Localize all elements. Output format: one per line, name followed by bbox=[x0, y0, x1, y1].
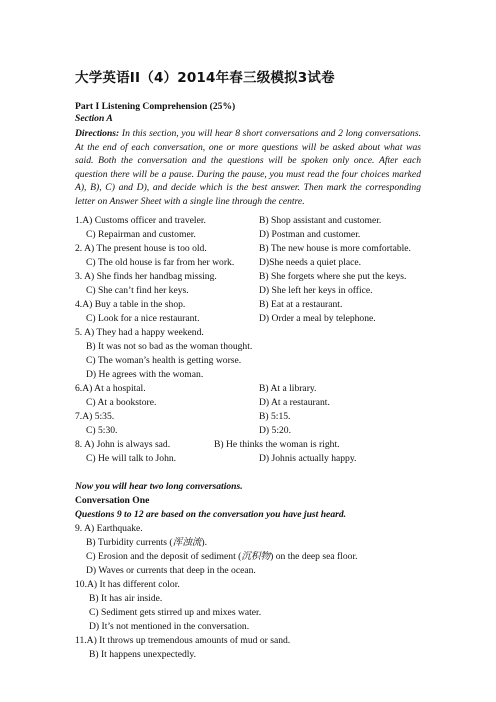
q3-option-b: B) She forgets where she put the keys. bbox=[259, 271, 407, 282]
q11-option-b: B) It happens unexpectedly. bbox=[89, 649, 197, 660]
q8-option-a: 8. A) John is always sad. bbox=[75, 439, 171, 450]
q8-option-c: C) He will talk to John. bbox=[86, 453, 177, 464]
q3-option-a: 3. A) She finds her handbag missing. bbox=[75, 271, 217, 282]
q5-option-a: 5. A) They had a happy weekend. bbox=[75, 327, 204, 338]
q10-option-c: C) Sediment gets stirred up and mixes water. bbox=[89, 607, 262, 618]
q1-option-a: 1.A) Customs officer and traveler. bbox=[75, 215, 206, 226]
q9-option-d: D) Waves or currents that deep in the ocean. bbox=[86, 565, 256, 576]
q2-option-c: C) The old house is far from her work. bbox=[86, 257, 235, 268]
q9-option-c-chinese: 沉积物 bbox=[241, 551, 271, 562]
q4-option-b: B) Eat at a restaurant. bbox=[259, 299, 343, 310]
q10-option-a: 10.A) It has different color. bbox=[75, 579, 180, 590]
q7-option-c: C) 5:30. bbox=[86, 425, 118, 436]
q2-option-d: D)She needs a quiet place. bbox=[259, 257, 362, 268]
q4-option-c: C) Look for a nice restaurant. bbox=[86, 313, 200, 324]
exam-title: 大学英语II（4）2014年春三级模拟3试卷 bbox=[75, 70, 335, 86]
q6-option-c: C) At a bookstore. bbox=[86, 397, 157, 408]
q9-option-b: B) Turbidity currents (浑浊流). bbox=[86, 537, 207, 548]
q4-option-d: D) Order a meal by telephone. bbox=[259, 313, 376, 324]
directions-text: In this section, you will hear 8 short conversations and 2 long conversations. At the end of each conversation, one or more questions will be asked about what was said. Both the conversation and the questions will be spoken only once. After each question there will be a pause. During the pause, you must read the four choices marked A), B), C) and D), and decide which is the best answer. Then mark the corresponding letter on Answer Sheet with a single line through the centre. bbox=[75, 128, 421, 207]
q7-option-a: 7.A) 5:35. bbox=[75, 411, 115, 422]
directions-paragraph bbox=[75, 127, 421, 209]
q6-option-d: D) At a restaurant. bbox=[259, 397, 330, 408]
q6-option-b: B) At a library. bbox=[259, 383, 317, 394]
q9-option-c: C) Erosion and the deposit of sediment (沉积物) on the deep sea floor. bbox=[86, 551, 358, 562]
q1-option-d: D) Postman and customer. bbox=[259, 229, 361, 240]
q10-option-b: B) It has air inside. bbox=[89, 593, 163, 604]
part1-heading: Part I Listening Comprehension (25%) bbox=[75, 101, 236, 112]
q5-option-d: D) He agrees with the woman. bbox=[86, 369, 204, 380]
q10-option-d: D) It’s not mentioned in the conversation. bbox=[89, 621, 250, 632]
q1-option-b: B) Shop assistant and customer. bbox=[259, 215, 382, 226]
directions-label: Directions: bbox=[75, 128, 120, 139]
q7-option-d: D) 5:20. bbox=[259, 425, 291, 436]
q2-option-a: 2. A) The present house is too old. bbox=[75, 243, 207, 254]
q2-option-b: B) The new house is more comfortable. bbox=[259, 243, 411, 254]
q5-option-b: B) It was not so bad as the woman thought. bbox=[86, 341, 253, 352]
q6-option-a: 6.A) At a hospital. bbox=[75, 383, 146, 394]
q5-option-c: C) The woman’s health is getting worse. bbox=[86, 355, 242, 366]
conversation-one-questions-note: Questions 9 to 12 are based on the conversation you have just heard. bbox=[75, 509, 347, 520]
q9-option-a: 9. A) Earthquake. bbox=[75, 523, 143, 534]
q7-option-b: B) 5:15. bbox=[259, 411, 291, 422]
q4-option-a: 4.A) Buy a table in the shop. bbox=[75, 299, 186, 310]
q3-option-d: D) She left her keys in office. bbox=[259, 285, 373, 296]
long-conversations-intro: Now you will hear two long conversations. bbox=[75, 481, 243, 492]
q8-option-d: D) Johnis actually happy. bbox=[259, 453, 357, 464]
q9-option-b-chinese: 浑浊流 bbox=[172, 537, 202, 548]
q3-option-c: C) She can’t find her keys. bbox=[86, 285, 189, 296]
q1-option-c: C) Repairman and customer. bbox=[86, 229, 196, 240]
section-a-heading: Section A bbox=[75, 113, 113, 124]
q8-option-b: B) He thinks the woman is right. bbox=[214, 439, 340, 450]
conversation-one-heading: Conversation One bbox=[75, 495, 150, 506]
q11-option-a: 11.A) It throws up tremendous amounts of mud or sand. bbox=[75, 635, 291, 646]
